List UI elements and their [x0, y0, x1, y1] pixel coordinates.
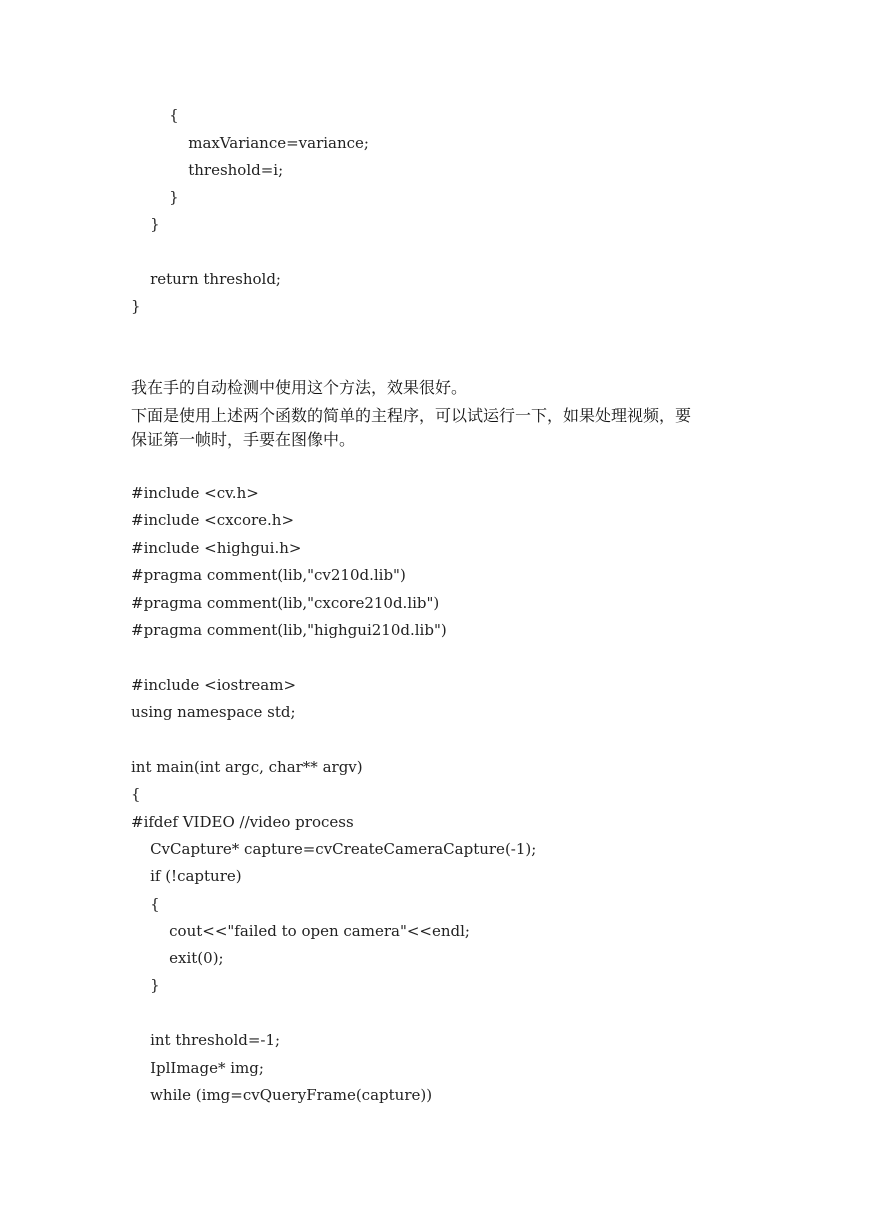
code-line: return threshold; — [131, 270, 281, 288]
code-line: #include <cxcore.h> — [131, 511, 295, 529]
code-line: } — [131, 215, 160, 233]
code-line: } — [131, 976, 160, 994]
code-line: { — [131, 106, 179, 124]
code-line: exit(0); — [131, 949, 224, 967]
code-line: CvCapture* capture=cvCreateCameraCapture(-1); — [131, 840, 537, 858]
code-line: while (img=cvQueryFrame(capture)) — [131, 1086, 433, 1104]
code-line: #ifdef VIDEO //video process — [131, 813, 354, 831]
code-line: if (!capture) — [131, 867, 242, 885]
code-line: #pragma comment(lib,"cxcore210d.lib") — [131, 594, 440, 612]
code-line: } — [131, 188, 179, 206]
code-line: #include <cv.h> — [131, 484, 259, 502]
code-line: { — [131, 895, 160, 913]
prose-line: 保证第一帧时，手要在图像中。 — [131, 430, 356, 449]
code-line: { — [131, 785, 141, 803]
code-line: #pragma comment(lib,"highgui210d.lib") — [131, 621, 447, 639]
code-line: } — [131, 297, 141, 315]
code-line: using namespace std; — [131, 703, 296, 721]
code-line: #pragma comment(lib,"cv210d.lib") — [131, 566, 406, 584]
code-line: maxVariance=variance; — [131, 134, 369, 152]
code-line: #include <iostream> — [131, 676, 297, 694]
code-line: int main(int argc, char** argv) — [131, 758, 363, 776]
prose-line: 下面是使用上述两个函数的简单的主程序，可以试运行一下，如果处理视频，要 — [131, 406, 692, 425]
code-line: threshold=i; — [131, 161, 284, 179]
code-line: int threshold=-1; — [131, 1031, 281, 1049]
prose-line: 我在手的自动检测中使用这个方法，效果很好。 — [131, 378, 468, 397]
code-line: IplImage* img; — [131, 1059, 264, 1077]
code-line: #include <highgui.h> — [131, 539, 302, 557]
code-line: cout<<"failed to open camera"<<endl; — [131, 922, 470, 940]
